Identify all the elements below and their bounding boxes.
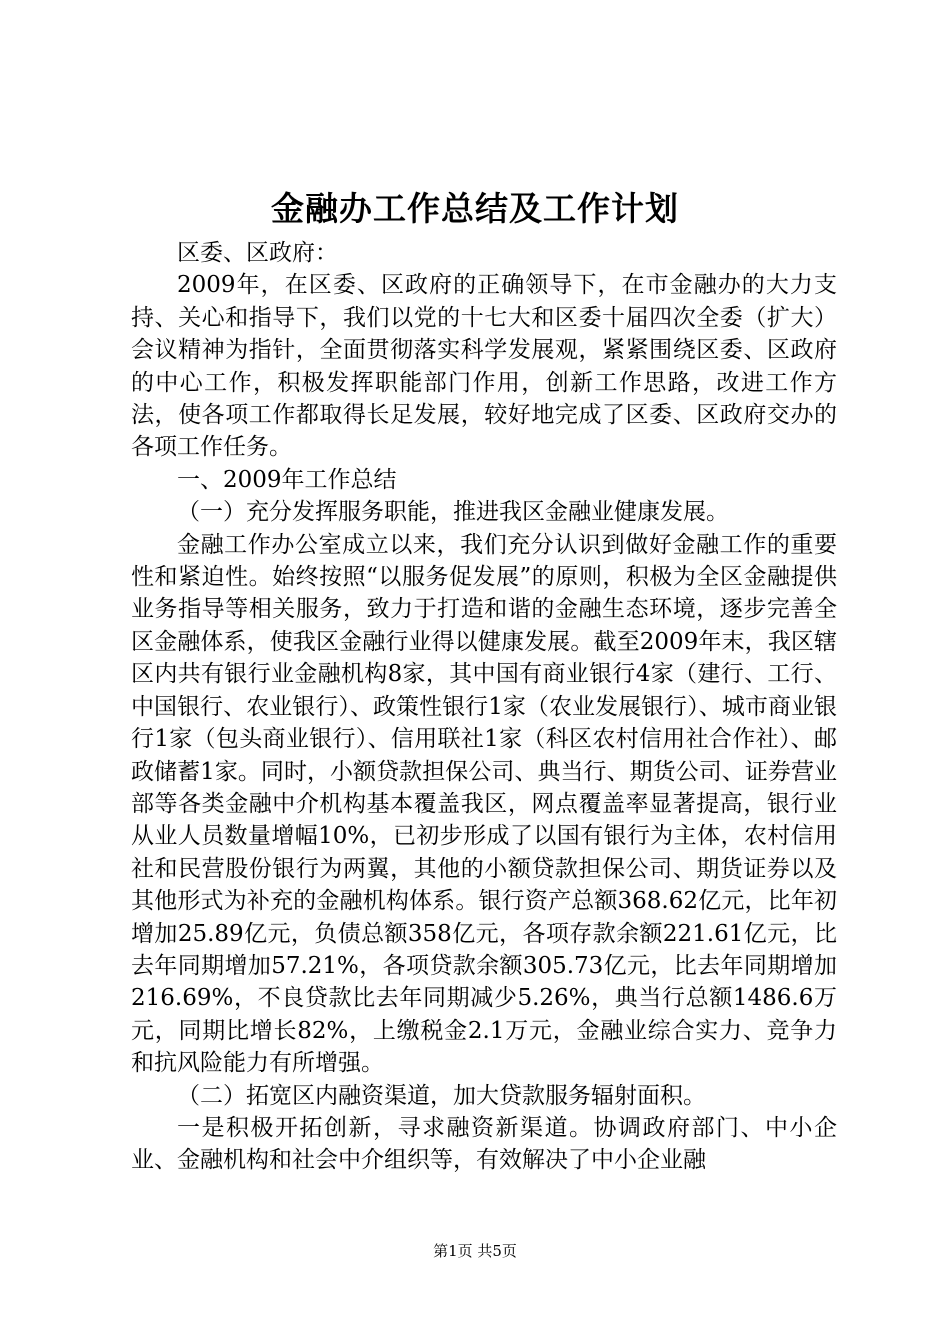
page-footer: 第1页 共5页 <box>433 1242 517 1260</box>
document-body <box>131 237 837 1177</box>
subsection-heading-2: （二）拓宽区内融资渠道，加大贷款服务辐射面积。 <box>177 1082 706 1109</box>
section-heading: 一、2009年工作总结 <box>177 466 397 493</box>
salutation: 区委、区政府： <box>177 240 338 266</box>
paragraph-financial-overview: 金融工作办公室成立以来，我们充分认识到做好金融工作的重要性和紧迫性。始终按照“以服务促发展”的原则，积极为全区金融提供业务指导等相关服务，致力于打造和谐的金融生态环境，逐步完善全区金融体系，使我区金融行业得以健康发展。截至2009年末，我区辖区内共有银行业金融机构8家，其中国有商业银行4家（建行、工行、中国银行、农业银行）、政策性银行1家（农业发展银行）、城市商业银行1家（包头商业银行）、信用联社1家（科区农村信用社合作社）、邮政储蓄1家。同时，小额贷款担保公司、典当行、期货公司、证券营业部等各类金融中介机构基本覆盖我区，网点覆盖率显著提高，银行业从业人员数量增幅10%，已初步形成了以国有银行为主体，农村信用社和民营股份银行为两翼，其他的小额贷款担保公司、期货证券以及其他形式为补充的金融机构体系。银行资产总额368.62亿元，比年初增加25.89亿元，负债总额358亿元，各项存款余额221.61亿元，比去年同期增加57.21%，各项贷款余额305.73亿元，比去年同期增加216.69%，不良贷款比去年同期减少5.26%，典当行总额1486.6万元，同期比增长82%，上缴税金2.1万元，金融业综合实力、竞争力和抗风险能力有所增强。 <box>131 531 837 1077</box>
document-title: 金融办工作总结及工作计划 <box>271 189 679 228</box>
paragraph-financing-channels: 一是积极开拓创新，寻求融资新渠道。协调政府部门、中小企业、金融机构和社会中介组织等，有效解决了中小企业融 <box>131 1114 837 1174</box>
paragraph-intro: 2009年，在区委、区政府的正确领导下，在市金融办的大力支持、关心和指导下，我们以党的十七大和区委十届四次全委（扩大）会议精神为指针，全面贯彻落实科学发展观，紧紧围绕区委、区政府的中心工作，积极发挥职能部门作用，创新工作思路，改进工作方法，使各项工作都取得长足发展，较好地完成了区委、区政府交办的各项工作任务。 <box>131 272 837 461</box>
subsection-heading-1: （一）充分发挥服务职能，推进我区金融业健康发展。 <box>177 499 729 526</box>
